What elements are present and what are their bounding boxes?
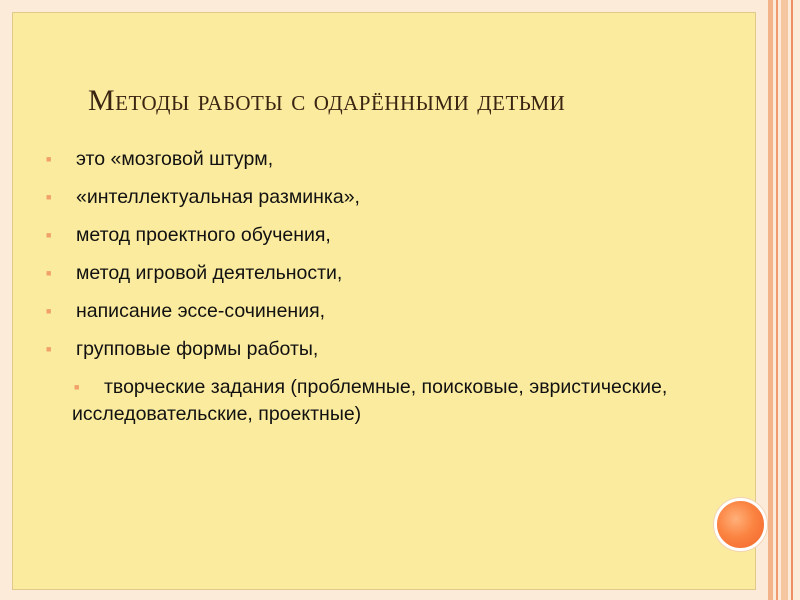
bullet-list: [44, 146, 684, 439]
bullet-icon: ■: [46, 344, 52, 354]
list-item: [44, 260, 684, 287]
decorative-stripe: [776, 0, 778, 600]
list-item: [72, 374, 672, 428]
orange-circle-decoration: [714, 498, 767, 551]
decorative-stripe: [791, 0, 793, 600]
bullet-text: метод проектного обучения,: [76, 224, 331, 246]
list-item: [44, 336, 684, 363]
bullet-text: это «мозговой штурм,: [76, 148, 274, 170]
bullet-text: «интеллектуальная разминка»,: [76, 186, 360, 208]
bullet-text: метод игровой деятельности,: [76, 262, 343, 284]
bullet-icon: ■: [46, 192, 52, 202]
decorative-stripe: [781, 0, 788, 600]
slide-title: Методы работы с одарёнными детьми: [88, 84, 566, 117]
decorative-stripe: [768, 0, 773, 600]
bullet-text: групповые формы работы,: [76, 338, 319, 360]
bullet-text: написание эссе-сочинения,: [76, 300, 326, 322]
bullet-icon: ■: [46, 154, 52, 164]
list-item: [44, 222, 684, 249]
list-item: [44, 298, 684, 325]
bullet-icon: ■: [46, 306, 52, 316]
bullet-icon: ■: [46, 230, 52, 240]
bullet-icon: ■: [74, 382, 80, 392]
list-item: [44, 184, 684, 211]
bullet-icon: ■: [46, 268, 52, 278]
bullet-text: творческие задания (проблемные, поисковые, эвристические, исследовательские, проектные): [72, 376, 668, 425]
list-item: [44, 146, 684, 173]
